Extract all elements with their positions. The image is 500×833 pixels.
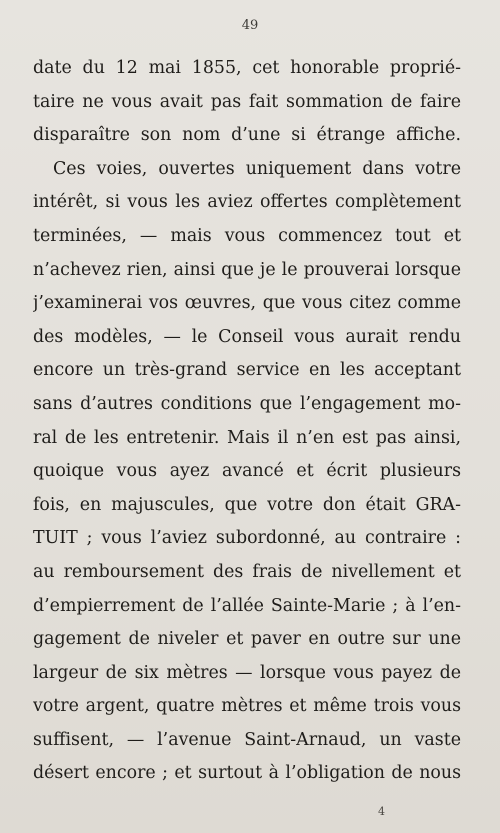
text-line: suffisent, — l’avenue Saint-Arnaud, un vaste [33,729,461,750]
text-line: quoique vous ayez avancé et écrit plusieurs [33,461,461,482]
text-line-paragraph-start: Ces voies, ouvertes uniquement dans votre [53,158,461,179]
text-line: sans d’autres conditions que l’engagement mo- [33,393,461,414]
text-line: des modèles, — le Conseil vous aurait rendu [33,326,461,347]
text-line: taire ne vous avait pas fait sommation de faire [33,91,461,112]
text-line: d’empierrement de l’allée Sainte-Marie ; à l’en- [33,595,461,616]
text-line: TUIT ; vous l’aviez subordonné, au contraire : [33,528,461,549]
text-line: largeur de six mètres — lorsque vous payez de [33,662,461,683]
text-line: désert encore ; et surtout à l’obligation de nous [33,763,461,784]
text-line: terminées, — mais vous commencez tout et [33,225,461,246]
body-text [33,52,461,791]
text-line: date du 12 mai 1855, cet honorable proprié- [33,58,461,78]
text-line: disparaître son nom d’une si étrange affiche. [33,125,461,146]
text-line: au remboursement des frais de nivellement et [33,561,461,582]
signature-mark: 4 [378,805,385,818]
text-line: fois, en majuscules, que votre don était GRA- [33,494,461,515]
text-line: n’achevez rien, ainsi que je le prouverai lorsque [33,259,461,280]
text-line: intérêt, si vous les aviez offertes complètement [33,192,461,213]
text-line: j’examinerai vos œuvres, que vous citez comme [33,293,461,314]
text-line: votre argent, quatre mètres et même trois vous [33,696,461,717]
text-line: gagement de niveler et paver en outre sur une [33,629,461,650]
page-number: 49 [241,18,259,33]
text-line: ral de les entretenir. Mais il n’en est pas ainsi, [33,427,461,448]
text-line: encore un très-grand service en les acceptant [33,360,461,381]
